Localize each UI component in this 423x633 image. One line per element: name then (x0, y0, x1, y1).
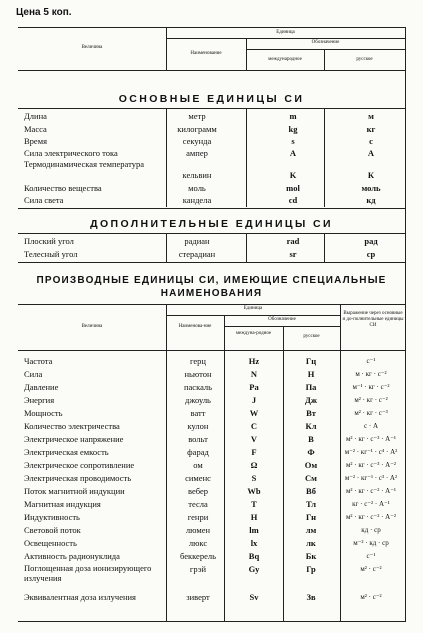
unit-name-cell: ватт (190, 408, 206, 418)
unit-name-cell: фарад (187, 447, 209, 457)
unit-name-cell: кандела (182, 195, 212, 205)
ru-symbol-cell: А (367, 148, 375, 158)
intl-symbol-cell: rad (286, 236, 300, 246)
intl-symbol-cell: mol (286, 183, 300, 193)
quantity-cell: Количество вещества (24, 183, 102, 193)
unit-name-cell: кельвин (182, 170, 212, 180)
quantity-cell: Время (24, 136, 47, 146)
table1-header-name: Наименование (190, 51, 222, 56)
intl-symbol-cell: S (251, 473, 257, 483)
quantity-cell: Мощность (24, 408, 63, 418)
derived-title-line1: ПРОИЗВОДНЫЕ ЕДИНИЦЫ СИ, ИМЕЮЩИЕ СПЕЦИАЛЬНЫЕ (36, 275, 387, 286)
table2-header-russian: русское (303, 334, 320, 339)
intl-symbol-cell: V (250, 434, 258, 444)
quantity-cell: Плоский угол (24, 236, 74, 246)
expression-cell: м² · с⁻² (360, 593, 382, 601)
intl-symbol-cell: N (250, 369, 258, 379)
intl-symbol-cell: Sv (249, 592, 259, 602)
section-title-supplementary: ДОПОЛНИТЕЛЬНЫЕ ЕДИНИЦЫ СИ (90, 218, 333, 230)
section-title-base: ОСНОВНЫЕ ЕДИНИЦЫ СИ (118, 93, 305, 105)
intl-symbol-cell: kg (288, 124, 298, 134)
ru-symbol-cell: кд (366, 195, 376, 205)
quantity-cell: Количество электричества (24, 421, 120, 431)
unit-name-cell: джоуль (185, 395, 211, 405)
ru-symbol-cell: лм (305, 525, 317, 535)
quantity-cell: Электрическое напряжение (24, 434, 124, 444)
intl-symbol-cell: A (289, 148, 297, 158)
expression-cell: м² · кг · с⁻² · А⁻¹ (345, 487, 397, 495)
quantity-cell: Термодинамическая температура (24, 159, 144, 169)
ru-symbol-cell: Ф (307, 447, 315, 457)
table2-header-designation: Обозначение (268, 317, 296, 322)
ru-symbol-cell: моль (361, 183, 381, 193)
intl-symbol-cell: lm (249, 525, 259, 535)
table2-header-expression: Выражение через основные и до-полнительные единицы СИ (342, 311, 404, 328)
table2-header-name: Наименова-ние (178, 324, 212, 329)
expression-cell: кд · ср (361, 526, 381, 534)
quantity-cell: Сила электрического тока (24, 148, 118, 158)
quantity-cell: Индуктивность (24, 512, 80, 522)
table2-bottom-rule (18, 28, 405, 622)
unit-name-cell: люкс (188, 538, 208, 548)
expression-cell: кг · с⁻² · А⁻¹ (352, 500, 390, 508)
unit-name-cell: секунда (182, 136, 212, 146)
unit-name-cell: радиан (184, 236, 210, 246)
expression-cell: м² · кг · с⁻³ · А⁻² (345, 461, 397, 469)
intl-symbol-cell: W (249, 408, 259, 418)
expression-cell: м⁻² · кг⁻¹ · с³ · А² (344, 474, 398, 482)
units-document (18, 27, 406, 622)
quantity-cell: Активность радионуклида (24, 551, 120, 561)
quantity-cell: Освещенность (24, 538, 77, 548)
intl-symbol-cell: Wb (247, 486, 261, 496)
expression-cell: с⁻¹ (366, 552, 376, 560)
quantity-cell: Давление (24, 382, 59, 392)
quantity-cell: Частота (24, 356, 53, 366)
unit-name-cell: зиверт (186, 592, 210, 602)
unit-name-cell: вольт (188, 434, 208, 444)
ru-symbol-cell: Бк (305, 551, 317, 561)
expression-cell: м² · с⁻² (360, 565, 382, 573)
ru-symbol-cell: рад (364, 236, 378, 246)
derived-title-line2: НАИМЕНОВАНИЯ (160, 288, 263, 299)
intl-symbol-cell: Ω (250, 460, 258, 470)
ru-symbol-cell: Н (307, 369, 315, 379)
ru-symbol-cell: ср (366, 249, 376, 259)
quantity-cell: Энергия (24, 395, 55, 405)
table2-header-unit: Единица (243, 306, 263, 311)
table2-header-intl: междуна-родное (235, 331, 272, 336)
unit-name-cell: герц (190, 356, 206, 366)
table1-header-intl: международное (268, 57, 302, 62)
intl-symbol-cell: Bq (248, 551, 260, 561)
expression-cell: с · А (364, 422, 378, 430)
quantity-cell: Поглощенная доза ионизирующего излучения (24, 563, 152, 583)
expression-cell: м⁻² · кд · ср (353, 539, 389, 547)
quantity-cell: Магнитная индукция (24, 499, 101, 509)
unit-name-cell: кулон (187, 421, 209, 431)
intl-symbol-cell: sr (289, 249, 297, 259)
ru-symbol-cell: См (305, 473, 317, 483)
table2-header-quantity: Величина (81, 324, 103, 329)
ru-symbol-cell: Гр (306, 564, 316, 574)
quantity-cell: Сила (24, 369, 43, 379)
unit-name-cell: моль (188, 183, 206, 193)
intl-symbol-cell: C (250, 421, 258, 431)
ru-symbol-cell: с (369, 136, 373, 146)
expression-cell: м⁻² · кг⁻¹ · с⁴ · А² (344, 448, 398, 456)
quantity-cell: Эквивалентная доза излучения (24, 592, 136, 602)
expression-cell: м · кг · с⁻² (355, 370, 387, 378)
ru-symbol-cell: Гн (306, 512, 316, 522)
expression-cell: м² · кг · с⁻² (354, 396, 388, 404)
ru-symbol-cell: К (367, 170, 375, 180)
intl-symbol-cell: H (250, 512, 258, 522)
intl-symbol-cell: Hz (248, 356, 260, 366)
unit-name-cell: генри (187, 512, 209, 522)
ru-symbol-cell: Ом (304, 460, 318, 470)
intl-symbol-cell: T (251, 499, 257, 509)
quantity-cell: Поток магнитной индукции (24, 486, 125, 496)
intl-symbol-cell: cd (288, 195, 298, 205)
ru-symbol-cell: Вт (306, 408, 316, 418)
intl-symbol-cell: m (289, 111, 297, 121)
ru-symbol-cell: Кл (305, 421, 317, 431)
ru-symbol-cell: Дж (304, 395, 317, 405)
unit-name-cell: вебер (188, 486, 208, 496)
expression-cell: с⁻¹ (366, 357, 376, 365)
intl-symbol-cell: s (291, 136, 295, 146)
quantity-cell: Световой поток (24, 525, 81, 535)
ru-symbol-cell: м (368, 111, 374, 121)
unit-name-cell: паскаль (183, 382, 213, 392)
ru-symbol-cell: лк (306, 538, 316, 548)
quantity-cell: Электрическое сопротивление (24, 460, 135, 470)
quantity-cell: Электрическая проводимость (24, 473, 132, 483)
quantity-cell: Сила света (24, 195, 64, 205)
ru-symbol-cell: кг (366, 124, 376, 134)
table1-header-designation: Обозначение (311, 40, 340, 45)
expression-cell: м⁻¹ · кг · с⁻² (352, 383, 390, 391)
price-label: Цена 5 коп. (16, 7, 72, 18)
ru-symbol-cell: Зв (306, 592, 316, 602)
unit-name-cell: метр (188, 111, 206, 121)
table1-header-unit: Единица (276, 30, 295, 35)
ru-symbol-cell: Тл (305, 499, 316, 509)
expression-cell: м² · кг · с⁻² · А⁻² (345, 513, 397, 521)
ru-symbol-cell: Вб (306, 486, 316, 496)
intl-symbol-cell: Pa (249, 382, 259, 392)
unit-name-cell: килограмм (177, 124, 217, 134)
table1-header-russian: русское (356, 57, 373, 62)
quantity-cell: Масса (24, 124, 47, 134)
intl-symbol-cell: lx (250, 538, 258, 548)
unit-name-cell: сименс (185, 473, 211, 483)
intl-symbol-cell: Gy (248, 564, 260, 574)
unit-name-cell: ом (193, 460, 203, 470)
unit-name-cell: беккерель (180, 551, 216, 561)
expression-cell: м² · кг · с⁻³ · А⁻¹ (345, 435, 397, 443)
intl-symbol-cell: J (251, 395, 257, 405)
unit-name-cell: стерадиан (178, 249, 216, 259)
quantity-cell: Телесный угол (24, 249, 78, 259)
quantity-cell: Электрическая емкость (24, 447, 109, 457)
ru-symbol-cell: Гц (305, 356, 317, 366)
ru-symbol-cell: В (308, 434, 314, 444)
quantity-cell: Длина (24, 111, 47, 121)
unit-name-cell: люмен (185, 525, 211, 535)
table1-header-quantity: Величина (81, 45, 103, 50)
unit-name-cell: ньютон (184, 369, 212, 379)
unit-name-cell: тесла (188, 499, 208, 509)
unit-name-cell: грэй (189, 564, 207, 574)
unit-name-cell: ампер (186, 148, 208, 158)
intl-symbol-cell: F (251, 447, 257, 457)
ru-symbol-cell: Па (305, 382, 317, 392)
intl-symbol-cell: K (289, 170, 297, 180)
expression-cell: м² · кг · с⁻³ (354, 409, 388, 417)
